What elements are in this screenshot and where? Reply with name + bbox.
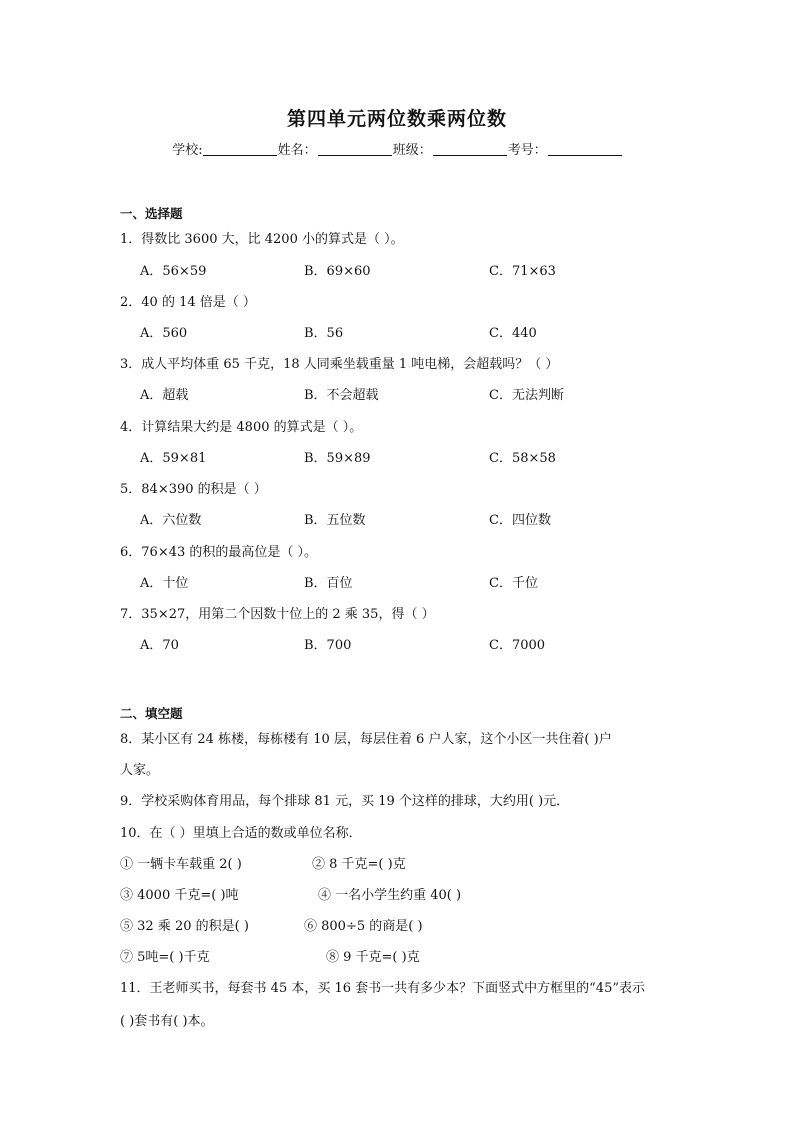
school-blank[interactable] [203, 143, 277, 156]
option-b[interactable]: B．56 [304, 326, 344, 341]
page-title: 第四单元两位数乘两位数 [286, 108, 507, 130]
class-blank[interactable] [433, 143, 507, 156]
option-c[interactable]: C．无法判断 [489, 388, 564, 403]
question-10-item-3: ③ 4000 千克=( )吨 [120, 888, 239, 903]
option-a[interactable]: A．超载 [140, 388, 189, 403]
question-1: 1．得数比 3600 大，比 4200 小的算式是（ ）。 [120, 232, 404, 247]
option-a[interactable]: A．70 [140, 638, 179, 653]
class-label: 班级： [392, 143, 432, 158]
question-11-line-2: ( )套书有( )本。 [120, 1014, 214, 1029]
number-label: 考号： [507, 143, 547, 158]
option-b[interactable]: B．不会超载 [304, 388, 379, 403]
question-2: 2．40 的 14 倍是（ ） [120, 295, 256, 310]
question-10-item-2: ② 8 千克=( )克 [312, 857, 406, 872]
name-blank[interactable] [318, 143, 392, 156]
option-c[interactable]: C．千位 [489, 576, 538, 591]
option-b[interactable]: B．五位数 [304, 513, 366, 528]
option-c[interactable]: C．440 [489, 326, 537, 341]
option-b[interactable]: B．百位 [304, 576, 353, 591]
option-a[interactable]: A．56×59 [140, 264, 207, 279]
option-a[interactable]: A．十位 [140, 576, 189, 591]
name-label: 姓名： [277, 143, 317, 158]
question-11-line-1: 11．王老师买书，每套书 45 本，买 16 套书一共有多少本？下面竖式中方框里的“45”表示 [120, 981, 645, 996]
question-7: 7．35×27，用第二个因数十位上的 2 乘 35，得（ ） [120, 607, 435, 622]
question-6: 6．76×43 的积的最高位是（ ）。 [120, 545, 318, 560]
section-title-fill: 二、填空题 [120, 706, 183, 721]
number-blank[interactable] [548, 143, 622, 156]
question-8-line-1: 8．某小区有 24 栋楼，每栋楼有 10 层，每层住着 6 户人家，这个小区一共住着( )户 [120, 732, 612, 747]
option-a[interactable]: A．六位数 [140, 513, 202, 528]
option-a[interactable]: A．59×81 [140, 451, 207, 466]
section-title-choice: 一、选择题 [120, 206, 183, 221]
student-info-line [0, 139, 794, 158]
question-10: 10．在（ ）里填上合适的数或单位名称． [120, 826, 362, 841]
option-c[interactable]: C．7000 [489, 638, 546, 653]
option-b[interactable]: B．69×60 [304, 264, 371, 279]
question-9: 9．学校采购体育用品，每个排球 81 元，买 19 个这样的排球，大约用( )元． [120, 794, 570, 809]
option-b[interactable]: B．59×89 [304, 451, 371, 466]
question-10-item-6: ⑥ 800÷5 的商是( ) [304, 919, 423, 934]
question-3: 3．成人平均体重 65 千克，18 人同乘坐载重量 1 吨电梯，会超载吗？（ ） [120, 357, 559, 372]
option-c[interactable]: C．71×63 [489, 264, 556, 279]
school-label: 学校: [172, 143, 203, 158]
option-b[interactable]: B．700 [304, 638, 352, 653]
option-a[interactable]: A．560 [140, 326, 188, 341]
question-10-item-8: ⑧ 9 千克=( )克 [326, 950, 420, 965]
question-10-item-1: ① 一辆卡车载重 2( ) [120, 857, 242, 872]
question-8-line-2: 人家。 [120, 763, 160, 778]
option-c[interactable]: C．58×58 [489, 451, 556, 466]
question-5: 5．84×390 的积是（ ） [120, 482, 267, 497]
question-4: 4．计算结果大约是 4800 的算式是（ ）。 [120, 420, 363, 435]
option-c[interactable]: C．四位数 [489, 513, 551, 528]
question-10-item-5: ⑤ 32 乘 20 的积是( ) [120, 919, 249, 934]
question-10-item-7: ⑦ 5吨=( )千克 [120, 950, 210, 965]
question-10-item-4: ④ 一名小学生约重 40( ) [318, 888, 462, 903]
